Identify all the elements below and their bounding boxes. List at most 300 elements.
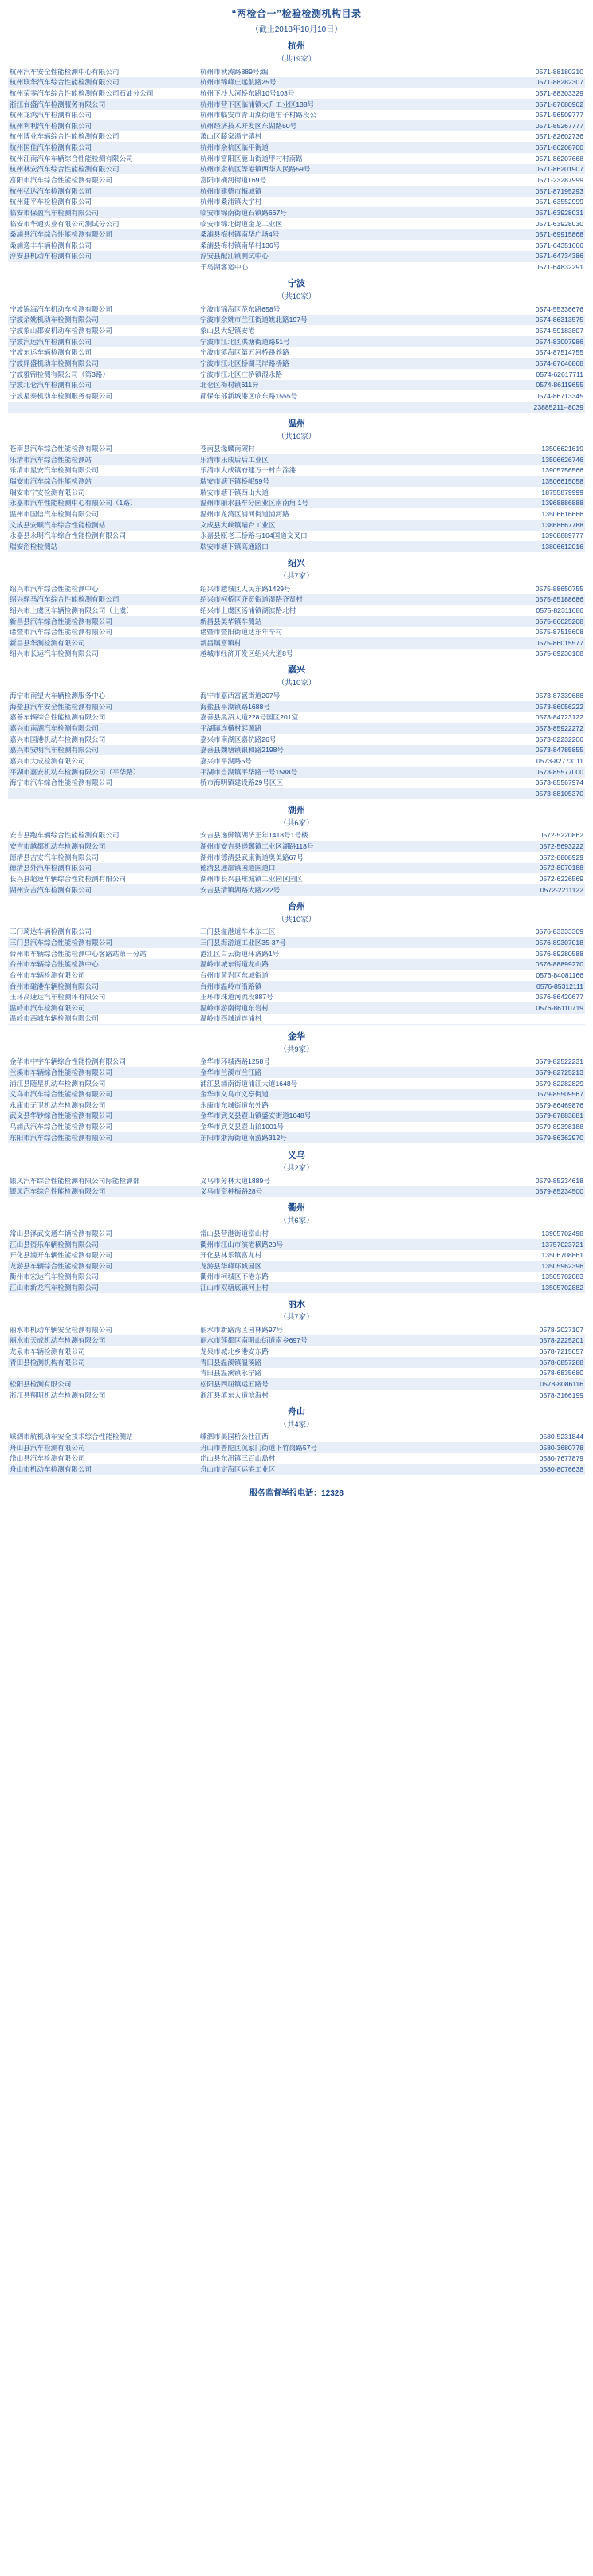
agency-address: 嘉善县黑沼大道228号园区201室 bbox=[199, 713, 299, 722]
agency-address: 金华市环城西路1258号 bbox=[199, 1057, 270, 1066]
agency-address: 青田县温溪镇永宁路 bbox=[199, 1369, 262, 1378]
agency-table bbox=[8, 66, 585, 272]
table-row bbox=[8, 734, 585, 745]
agency-name: 平湖市嘉安机动车检测有限公司（平华路） bbox=[8, 767, 198, 778]
agency-phone: 0574-87646868 bbox=[463, 358, 586, 369]
agency-address: 嘉善县魏塘镇银和路2198号 bbox=[198, 745, 463, 756]
region-count: （共7家） bbox=[279, 571, 314, 581]
agency-address: 宁波市江北区桥湖马岸路桥路 bbox=[198, 358, 463, 369]
agency-table bbox=[8, 304, 585, 412]
agency-phone: 0571-23287999 bbox=[535, 176, 583, 184]
agency-phone: 0579-82282829 bbox=[535, 1079, 583, 1088]
agency-phone: 0578-8086116 bbox=[463, 1378, 586, 1390]
agency-address: 衢州市柯城区不港东路 bbox=[199, 1272, 269, 1281]
agency-name bbox=[8, 788, 198, 799]
agency-address: 象山县大纪镇安港 bbox=[199, 327, 255, 335]
agency-name: 温岭市汽车检测有限公司 bbox=[8, 1002, 198, 1014]
agency-address: 杭州市桑浦镇大宇村 bbox=[199, 198, 262, 206]
agency-name: 绍兴市汽车综合性能检测中心 bbox=[10, 584, 99, 593]
agency-name: 台州市车辆综合性能检测中心客路站第一分站 bbox=[10, 949, 147, 958]
agency-address: 绍兴市越城区人民东路1429号 bbox=[199, 584, 291, 593]
agency-address: 乐清市乐成后后工业区 bbox=[198, 454, 463, 465]
agency-address: 温岭市游南街道东岩村 bbox=[198, 1002, 463, 1014]
agency-phone: 0571-82602736 bbox=[535, 132, 583, 141]
table-row bbox=[8, 99, 585, 110]
table-row bbox=[8, 1357, 585, 1368]
agency-name: 绍兴驿马汽车综合性能检测有限公司 bbox=[8, 594, 198, 606]
agency-name: 温岭市西城车辆检测有限公司 bbox=[10, 1014, 99, 1023]
agency-name bbox=[8, 262, 198, 273]
region-name: 温州 bbox=[288, 418, 305, 429]
agency-address: 三门县溢港道车本东工区 bbox=[199, 927, 276, 936]
region-count: （共4家） bbox=[279, 1420, 314, 1429]
table-row bbox=[8, 315, 585, 326]
agency-address: 嵊泗市美园桥公社江西 bbox=[199, 1433, 269, 1441]
agency-name: 淳安县机动车检测有限公司 bbox=[8, 251, 198, 262]
table-row bbox=[8, 1390, 585, 1401]
agency-table bbox=[8, 444, 585, 552]
agency-table bbox=[8, 830, 585, 896]
table-row bbox=[8, 723, 585, 734]
table-row bbox=[8, 1186, 585, 1198]
table-row bbox=[8, 1378, 585, 1390]
table-row bbox=[8, 1132, 585, 1143]
agency-address: 北仑区梅村镇611异 bbox=[198, 380, 463, 391]
table-row bbox=[8, 1078, 585, 1089]
agency-address: 德清县递部镇国道国道口 bbox=[198, 863, 463, 874]
agency-address: 温岭市西城道连浦村 bbox=[199, 1014, 262, 1023]
agency-name: 诸暨市汽车综合性能检测有限公司 bbox=[10, 628, 112, 637]
agency-address: 越城市经济开发区绍兴大道8号 bbox=[199, 649, 293, 658]
agency-name bbox=[8, 1368, 198, 1379]
agency-name: 浙江台盛汽车检测服务有限公司 bbox=[8, 99, 198, 110]
table-row bbox=[8, 240, 585, 251]
region-name: 舟山 bbox=[288, 1406, 305, 1417]
agency-name: 富阳市汽车综合性能检测有限公司 bbox=[10, 176, 112, 184]
agency-name: 杭州荣零汽车综合性能检测有限公司石油分公司 bbox=[10, 88, 154, 97]
region-name: 杭州 bbox=[288, 41, 305, 51]
table-row bbox=[8, 1250, 585, 1261]
agency-address: 临安市锦北街道金龙工业区 bbox=[199, 219, 283, 228]
agency-name: 宁波鼎盛机动车检测有限公司 bbox=[8, 358, 198, 369]
agency-phone: 0579-89398188 bbox=[535, 1123, 583, 1131]
agency-table bbox=[8, 583, 585, 659]
table-row bbox=[8, 1057, 585, 1068]
agency-phone: 0576-86110719 bbox=[463, 1002, 586, 1014]
region-name: 嘉兴 bbox=[288, 665, 305, 676]
agency-table bbox=[8, 1324, 585, 1400]
agency-phone: 0573-85922272 bbox=[463, 723, 586, 734]
table-row bbox=[8, 627, 585, 638]
agency-name: 苍南县汽车综合性能检测有限公司 bbox=[10, 445, 112, 453]
agency-name: 永嘉县永明汽车综合性能检测有限公司 bbox=[10, 531, 127, 540]
agency-name: 常山县泽武交通车辆检测有限公司 bbox=[10, 1229, 112, 1237]
region-section bbox=[8, 276, 585, 412]
agency-name: 桑浦逸丰车辆检测有限公司 bbox=[10, 241, 92, 249]
agency-phone: 0579-86469876 bbox=[535, 1100, 583, 1109]
agency-address: 绍兴市上虞区汤浦镇湖滨路北村 bbox=[199, 606, 296, 614]
table-row bbox=[8, 1002, 585, 1014]
agency-name: 嘉兴市南湖汽车检测有限公司 bbox=[8, 723, 198, 734]
table-row bbox=[8, 981, 585, 992]
table-row bbox=[8, 1111, 585, 1122]
region-name: 丽水 bbox=[288, 1300, 305, 1310]
table-row bbox=[8, 465, 585, 476]
region-section bbox=[8, 663, 585, 798]
table-row bbox=[8, 1228, 585, 1239]
table-row bbox=[8, 830, 585, 841]
agency-name: 临安市华通实业有限公司测试分公司 bbox=[10, 219, 120, 228]
agency-name: 新昌县汽车综合性能检测有限公司 bbox=[8, 616, 198, 627]
agency-address: 丽水市新路湾区园林路97号 bbox=[199, 1325, 284, 1334]
table-row bbox=[8, 218, 585, 229]
agency-phone: 0574-59183807 bbox=[535, 327, 583, 335]
agency-phone: 0572-8070188 bbox=[463, 863, 586, 874]
table-row bbox=[8, 873, 585, 884]
agency-name: 安吉县跑车辆综合性能检测有限公司 bbox=[10, 831, 120, 840]
agency-address: 台州市黄岩区东城街道 bbox=[199, 970, 269, 979]
agency-phone: 0575-82311686 bbox=[536, 606, 583, 614]
agency-address: 郡保东部新城港区临东路1555号 bbox=[199, 391, 298, 400]
agency-phone: 0572-2211122 bbox=[463, 884, 586, 896]
table-row bbox=[8, 852, 585, 863]
agency-name: 台州市车辆综合性能检测中心 bbox=[8, 959, 198, 970]
agency-address: 杭州市秋涛路889号;编 bbox=[199, 67, 269, 76]
agency-name: 杭州国佳汽车检测有限公司 bbox=[8, 142, 198, 153]
agency-phone: 13905702498 bbox=[541, 1229, 583, 1237]
agency-phone: 0572-5693222 bbox=[463, 841, 586, 853]
table-row bbox=[8, 358, 585, 369]
agency-table bbox=[8, 927, 585, 1025]
agency-name: 温州市国信汽车检测有限公司 bbox=[10, 510, 99, 519]
table-row bbox=[8, 444, 585, 455]
agency-phone: 13868667788 bbox=[463, 520, 586, 531]
table-row bbox=[8, 841, 585, 853]
table-row bbox=[8, 970, 585, 981]
agency-address: 临安市锦南街道石镇路667号 bbox=[198, 207, 463, 218]
region-section bbox=[8, 900, 585, 1025]
agency-address: 杭州经济技术开发区东湖路50号 bbox=[198, 120, 463, 131]
agency-name: 嘉兴市安明汽车检测有限公司 bbox=[8, 745, 198, 756]
agency-phone: 0575-87515608 bbox=[535, 628, 583, 637]
agency-address: 开化县林乐镇富龙村 bbox=[199, 1251, 262, 1260]
agency-phone: 0580-7677879 bbox=[539, 1454, 583, 1463]
agency-table bbox=[8, 1057, 585, 1144]
agency-name: 杭州联华汽车综合性能检测有限公司 bbox=[8, 77, 198, 88]
agency-table bbox=[8, 1175, 585, 1197]
agency-name: 岱山县汽车检测有限公司 bbox=[10, 1454, 85, 1463]
region-count: （共10家） bbox=[277, 292, 316, 302]
agency-name: 嵊泗市航机动车安全技术综合性能检测站 bbox=[10, 1433, 133, 1441]
region-name: 绍兴 bbox=[288, 558, 305, 568]
agency-name: 宁波余姚机动车检测有限公司 bbox=[8, 315, 198, 326]
agency-address: 金华市兰溪市兰江路 bbox=[198, 1067, 463, 1078]
region-count: （共6家） bbox=[279, 1217, 314, 1226]
agency-address: 金华市义乌市义亭街道 bbox=[198, 1089, 463, 1100]
agency-phone: 13506708861 bbox=[541, 1251, 583, 1260]
agency-phone: 0571-86201907 bbox=[463, 164, 586, 175]
agency-name: 杭州汽车安全性能检测中心有限公司 bbox=[10, 67, 120, 76]
agency-phone: 0573-84785855 bbox=[463, 745, 586, 756]
agency-phone: 0574-83007986 bbox=[463, 336, 586, 347]
agency-phone: 0571-63928030 bbox=[535, 219, 583, 228]
agency-phone: 0573-84723122 bbox=[535, 713, 583, 722]
agency-name bbox=[8, 1024, 198, 1025]
agency-phone: 0578-6835680 bbox=[539, 1369, 583, 1378]
table-row bbox=[8, 1014, 585, 1025]
agency-address: 苍南县湪麟南碶村 bbox=[199, 445, 255, 453]
agency-phone: 0571-64351666 bbox=[535, 241, 583, 249]
table-row bbox=[8, 142, 585, 153]
agency-phone: 0571-64832291 bbox=[535, 263, 583, 272]
agency-address: 萧山区藤家湯宁镇村 bbox=[199, 132, 262, 141]
table-row bbox=[8, 1089, 585, 1100]
table-row bbox=[8, 594, 585, 606]
agency-name: 浙江县翔明机动车检测有限公司 bbox=[10, 1390, 106, 1399]
agency-name: 瑞安浴检检测站 bbox=[8, 541, 198, 552]
agency-phone: 0571-87680962 bbox=[463, 99, 586, 110]
table-row bbox=[8, 541, 585, 552]
agency-name: 武义县华钞综合性能检测有限公司 bbox=[8, 1111, 198, 1122]
agency-phone: 0576-83333309 bbox=[535, 927, 583, 936]
agency-address: 瑞安市塘下镇西山大道 bbox=[199, 488, 269, 496]
agency-name: 台州市车辆检测有限公司 bbox=[10, 970, 85, 979]
agency-name: 德清县外汽车检测有限公司 bbox=[8, 863, 198, 874]
agency-name: 乐清市汽车综合性能检测站 bbox=[8, 454, 198, 465]
table-row bbox=[8, 520, 585, 531]
agency-table bbox=[8, 1432, 585, 1476]
table-row bbox=[8, 531, 585, 542]
agency-phone: 0572-6226569 bbox=[539, 875, 583, 884]
table-row bbox=[8, 77, 585, 88]
region-section bbox=[8, 1201, 585, 1293]
region-section bbox=[8, 39, 585, 272]
agency-phone: 0579-85509567 bbox=[463, 1089, 586, 1100]
agency-phone: 13757023721 bbox=[463, 1239, 586, 1250]
table-row bbox=[8, 937, 585, 948]
table-row bbox=[8, 487, 585, 498]
agency-name bbox=[8, 1143, 198, 1144]
agency-address: 嘉兴市平湖路5号 bbox=[199, 756, 252, 765]
agency-address: 义乌市资种梅路28号 bbox=[198, 1186, 463, 1198]
agency-phone: 13506626746 bbox=[463, 454, 586, 465]
agency-name: 嘉兴市大成检测有限公司 bbox=[10, 756, 85, 765]
agency-address: 绍兴市柯桥区齐贤街道湿路齐贤村 bbox=[198, 594, 463, 606]
agency-phone: 0579-82725213 bbox=[463, 1067, 586, 1078]
agency-phone: 13505702882 bbox=[463, 1282, 586, 1293]
agency-address: 安吉县清镇湖路大路222号 bbox=[198, 884, 463, 896]
region-name: 湖州 bbox=[288, 805, 305, 815]
agency-address: 杭州下沙大河桥东路10号103号 bbox=[199, 88, 295, 97]
table-row bbox=[8, 637, 585, 649]
table-row bbox=[8, 262, 585, 273]
table-row bbox=[8, 508, 585, 520]
agency-name: 杭州林安汽车综合性能检测有限公司 bbox=[8, 164, 198, 175]
table-row bbox=[8, 1122, 585, 1133]
agency-phone: 13905756566 bbox=[541, 466, 583, 475]
table-row bbox=[8, 454, 585, 465]
agency-address: 宁波市镇海区第五河桥路养路 bbox=[199, 348, 289, 357]
region-count: （共19家） bbox=[277, 55, 316, 64]
agency-phone: 0578-6857288 bbox=[463, 1357, 586, 1368]
table-row bbox=[8, 755, 585, 767]
agency-phone: 0573-82773111 bbox=[536, 756, 583, 765]
agency-phone: 0578-3166199 bbox=[539, 1390, 583, 1399]
agency-phone: 0573-82232206 bbox=[535, 735, 583, 743]
agency-address: 宁波市余姚市兰江街道姚北路197号 bbox=[198, 315, 463, 326]
agency-phone: 0578-2225201 bbox=[463, 1335, 586, 1347]
agency-address: 永康市东城街道东外路 bbox=[199, 1100, 269, 1109]
agency-phone: 13505702083 bbox=[541, 1272, 583, 1281]
agency-phone: 0572-8808929 bbox=[539, 853, 583, 861]
agency-phone: 0575-85188686 bbox=[463, 594, 586, 606]
table-row bbox=[8, 131, 585, 143]
region-count: （共10家） bbox=[277, 915, 316, 924]
table-row bbox=[8, 1175, 585, 1186]
agency-phone: 0574-86313575 bbox=[463, 315, 586, 326]
agency-table bbox=[8, 1228, 585, 1293]
agency-phone: 0571-86207668 bbox=[535, 154, 583, 163]
agency-phone: 0571-87195293 bbox=[463, 186, 586, 197]
agency-phone: 0573-88105370 bbox=[463, 788, 586, 799]
table-row bbox=[8, 380, 585, 391]
table-row bbox=[8, 229, 585, 241]
agency-name: 银凤汽车综合性能检测有限公司际能检测部 bbox=[10, 1176, 140, 1185]
agency-address: 新昌镇富镇村 bbox=[198, 637, 463, 649]
agency-address: 东阳市浙海街道南游路312号 bbox=[198, 1132, 463, 1143]
agency-name: 兰溪市车辆综合性能检测有限公司 bbox=[8, 1067, 198, 1078]
agency-name: 桑浦县汽车综合性能检测有限公司 bbox=[8, 229, 198, 241]
agency-address: 嘉兴市南湖区嘉杭路26号 bbox=[199, 735, 277, 743]
agency-phone: 0576-89307018 bbox=[463, 937, 586, 948]
region-section bbox=[8, 803, 585, 896]
agency-name: 绍兴市上虞区车辆检测有限公司（上虞） bbox=[10, 606, 133, 614]
agency-name: 乐清市星安汽车检测有限公司 bbox=[10, 466, 99, 475]
region-count: （共6家） bbox=[279, 818, 314, 828]
agency-phone: 13968889777 bbox=[541, 531, 583, 540]
table-row bbox=[8, 778, 585, 789]
agency-name: 宁波汽运汽车检测有限公司 bbox=[8, 336, 198, 347]
table-row bbox=[8, 1432, 585, 1443]
agency-phone: 0579-82522231 bbox=[535, 1057, 583, 1066]
agency-phone: 13505962396 bbox=[463, 1261, 586, 1272]
agency-phone: 0573-85577000 bbox=[463, 767, 586, 778]
agency-address: 桑浦县梅村镇南华村136号 bbox=[199, 241, 281, 249]
agency-address: 淳安县配江镇测试中心 bbox=[198, 251, 463, 262]
agency-phone: 0573-85567974 bbox=[535, 778, 583, 787]
table-row bbox=[8, 390, 585, 402]
agency-phone: 0571-88180210 bbox=[535, 67, 583, 76]
regions-container bbox=[8, 39, 585, 1475]
agency-address: 文成县大峡镇瞄台工业区 bbox=[198, 520, 463, 531]
agency-name: 浦江县随星机动车检测有限公司 bbox=[10, 1079, 106, 1088]
agency-address: 永嘉县瓯老三桥路与104国道交叉口 bbox=[199, 531, 308, 540]
agency-phone: 0575-89230108 bbox=[535, 649, 583, 658]
agency-address: 海盐县平湖镇路1688号 bbox=[198, 701, 463, 712]
table-row bbox=[8, 701, 585, 712]
agency-address: 千岛湖客运中心 bbox=[199, 263, 249, 272]
table-row bbox=[8, 788, 585, 799]
agency-address: 舟山市定海区运港工业区 bbox=[198, 1464, 463, 1476]
table-row bbox=[8, 1272, 585, 1283]
table-row bbox=[8, 153, 585, 164]
agency-address: 江山市双塘底镇河上村 bbox=[198, 1282, 463, 1293]
table-row bbox=[8, 992, 585, 1003]
agency-phone: 0576-89280588 bbox=[535, 949, 583, 958]
table-row bbox=[8, 120, 585, 131]
agency-phone: 18755879999 bbox=[541, 488, 583, 496]
table-row bbox=[8, 649, 585, 660]
agency-address bbox=[198, 788, 463, 799]
agency-phone: 0575-86015577 bbox=[463, 637, 586, 649]
agency-phone: 0571-63928031 bbox=[463, 207, 586, 218]
agency-phone: 0580-8076638 bbox=[463, 1464, 586, 1476]
region-section bbox=[8, 1148, 585, 1197]
agency-phone: 0571-88303329 bbox=[535, 88, 583, 97]
agency-name: 台州市碰港车辆检测有限公司 bbox=[8, 981, 198, 992]
agency-name: 杭州弘达汽车检测有限公司 bbox=[8, 186, 198, 197]
agency-phone: 0573-87339688 bbox=[535, 692, 583, 700]
agency-name: 玉环高速达汽车检测评有限公司 bbox=[10, 993, 106, 1002]
agency-name: 舟山县汽车检测有限公司 bbox=[8, 1442, 198, 1453]
agency-phone: 0571-63552999 bbox=[535, 198, 583, 206]
region-count: （共10家） bbox=[277, 432, 316, 441]
agency-address: 温州市丽水县车分园业区南南角 1号 bbox=[198, 498, 463, 509]
agency-name: 义乌市汽车综合性能检测有限公司 bbox=[8, 1089, 198, 1100]
agency-phone: 0574-86119655 bbox=[463, 380, 586, 391]
table-row bbox=[8, 88, 585, 99]
table-row bbox=[8, 164, 585, 175]
agency-phone: 0580-3680778 bbox=[463, 1442, 586, 1453]
agency-name: 宁波锦海汽车机动车检测有限公司 bbox=[10, 304, 112, 313]
agency-address: 富阳市横河街道169号 bbox=[199, 176, 267, 184]
region-name: 衢州 bbox=[288, 1203, 305, 1214]
table-row bbox=[8, 174, 585, 186]
agency-name: 江山市新龙汽车检测有限公司 bbox=[8, 1282, 198, 1293]
table-row bbox=[8, 767, 585, 778]
page-title: “两检合一”检验检测机构目录 bbox=[231, 8, 362, 19]
agency-name: 杭州建平车检检测有限公司 bbox=[10, 198, 92, 206]
agency-address: 玉环市珠道河流段887号 bbox=[199, 993, 273, 1002]
agency-address: 浙江县滇东大道滨海村 bbox=[199, 1390, 269, 1399]
agency-phone: 0572-5220862 bbox=[539, 831, 583, 840]
agency-phone: 0576-86420677 bbox=[535, 993, 583, 1002]
agency-name: 开化县浦开车辆性能检测有限公司 bbox=[10, 1251, 112, 1260]
agency-name bbox=[8, 402, 198, 413]
table-row bbox=[8, 1282, 585, 1293]
table-row bbox=[8, 1453, 585, 1464]
agency-address: 杭州市余杭区等港镇西华人民路59号 bbox=[198, 164, 463, 175]
table-row bbox=[8, 1346, 585, 1357]
agency-address: 湖州市安吉县递郵镇工业区湖路118号 bbox=[198, 841, 463, 853]
table-row bbox=[8, 110, 585, 121]
agency-phone: 0579-86362970 bbox=[463, 1132, 586, 1143]
agency-address: 温岭市城东街道龙山路 bbox=[198, 959, 463, 970]
agency-address: 平湖市当湖镇平华路一号1588号 bbox=[198, 767, 463, 778]
agency-address: 杭州市余杭区临平街道 bbox=[198, 142, 463, 153]
table-row bbox=[8, 927, 585, 938]
agency-name: 安吉市越都机动车检测有限公司 bbox=[8, 841, 198, 853]
table-row bbox=[8, 369, 585, 380]
table-row bbox=[8, 498, 585, 509]
table-row bbox=[8, 745, 585, 756]
agency-name: 丽水市机动车辆安全检测有限公司 bbox=[10, 1325, 112, 1334]
footer-hotline: 服务监督举报电话：12328 bbox=[249, 1489, 344, 1499]
agency-address: 安吉县递郵镇湖济王年1418号1号楼 bbox=[199, 831, 308, 840]
agency-address: 桑浦县梅村镇南华广场4号 bbox=[198, 229, 463, 241]
agency-name: 杭州博业车辆综合性能检测有限公司 bbox=[10, 132, 120, 141]
agency-address: 台州市温岭市沿路镇 bbox=[198, 981, 463, 992]
